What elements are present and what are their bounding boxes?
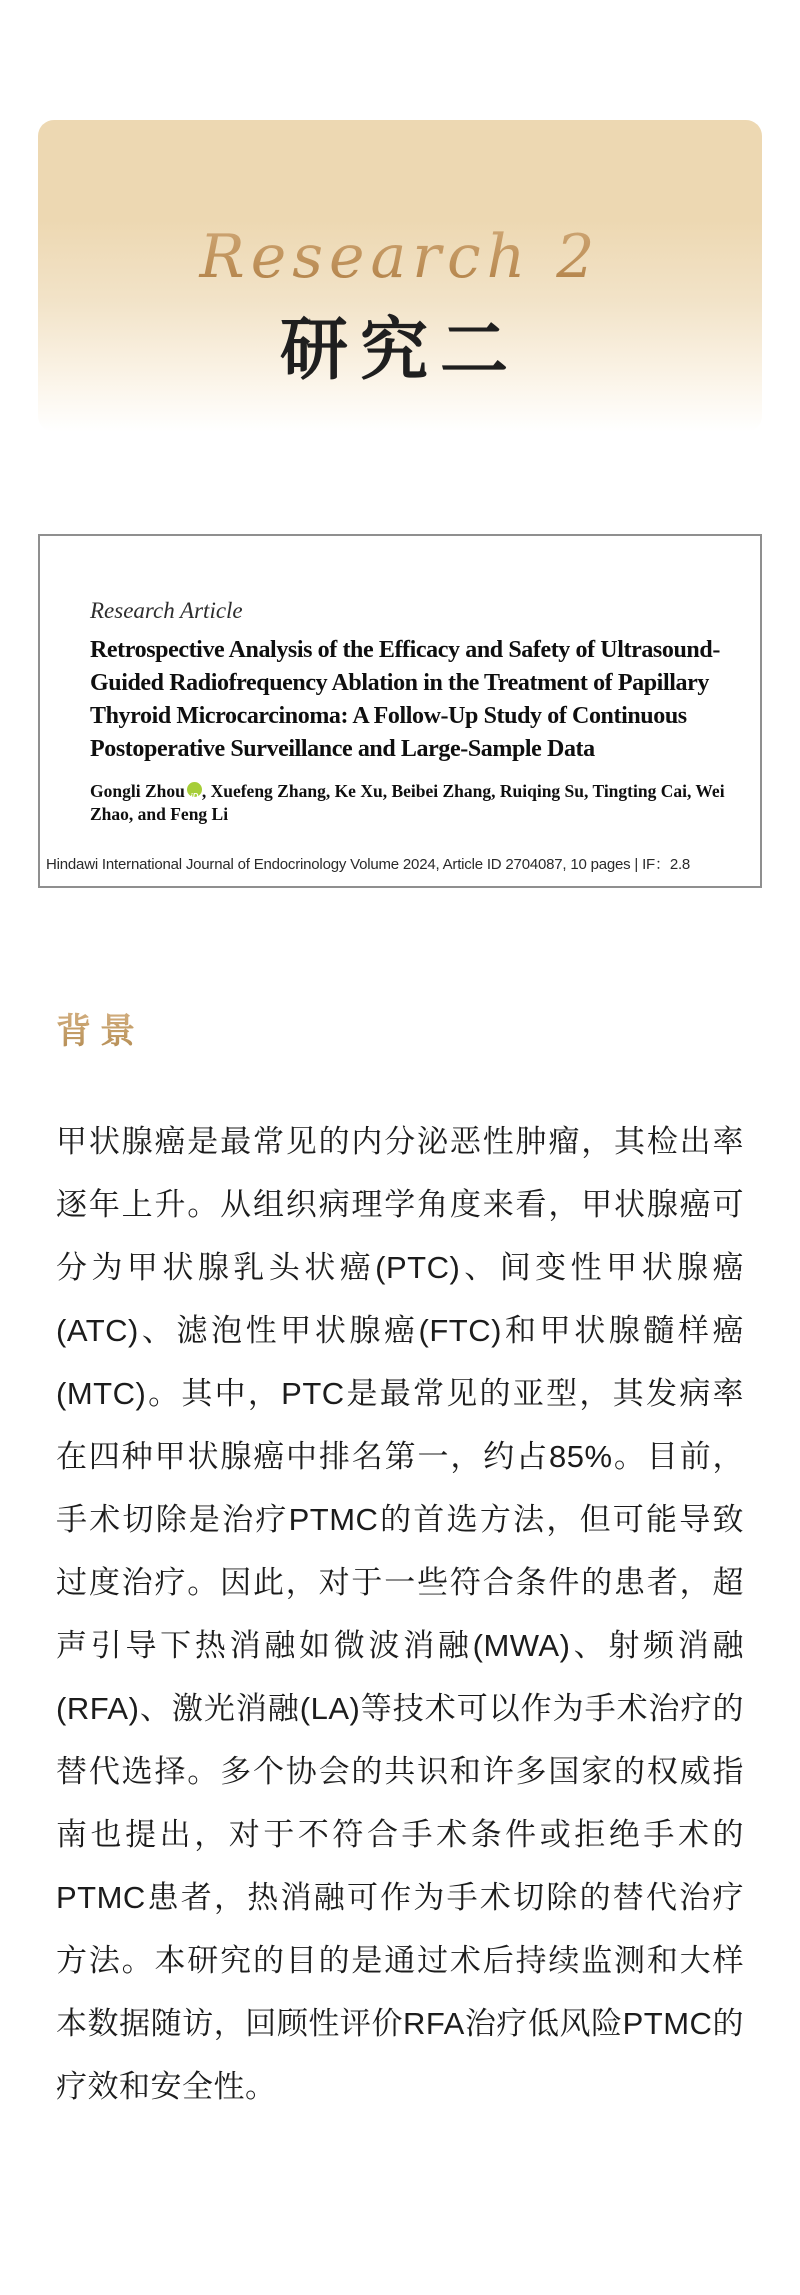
other-authors: , Xuefeng Zhang, Ke Xu, Beibei Zhang, Ruiqing Su, Tingting Cai, Wei Zhao, and Feng Li [90,781,725,824]
article-type-label: Research Article [90,598,243,623]
orcid-icon-label: iD [190,792,199,801]
background-paragraph: 甲状腺癌是最常见的内分泌恶性肿瘤，其检出率逐年上升。从组织病理学角度来看，甲状腺癌可分为甲状腺乳头状癌(PTC)、间变性甲状腺癌(ATC)、滤泡性甲状腺癌(FTC)和甲状腺髓样癌(MTC)。其中，PTC是最常见的亚型，其发病率在四种甲状腺癌中排名第一，约占85%。目前，手术切除是治疗PTMC的首选方法，但可能导致过度治疗。因此，对于一些符合条件的患者，超声引导下热消融如微波消融(MWA)、射频消融(RFA)、激光消融(LA)等技术可以作为手术治疗的替代选择。多个协会的共识和许多国家的权威指南也提出，对于不符合手术条件或拒绝手术的PTMC患者，热消融可作为手术切除的替代治疗方法。本研究的目的是通过术后持续监测和大样本数据随访，回顾性评价RFA治疗低风险PTMC的疗效和安全性。 [56,1124,744,2104]
banner-title-chinese: 研究二 [279,312,520,388]
article-authors [90,780,744,826]
banner-title-english: Research 2 [38,222,762,292]
first-author: Gongli Zhou [90,781,185,801]
article-title: Retrospective Analysis of the Efficacy and Safety of Ultrasound-Guided Radiofrequency Ablation in the Treatment of Papillary Thyroid Microcarcinoma: A Follow-Up Study of Continuous Postoperative Surveillance and Large-Sample Data [90,637,720,762]
card-content [90,598,744,826]
article-page [0,120,800,2118]
section-banner [38,120,762,432]
journal-citation: Hindawi International Journal of Endocrinology Volume 2024, Article ID 2704087, 10 pages | IF：2.8 [46,856,691,873]
section-heading-background: 背景 [56,1004,144,1054]
article-citation-card [38,534,762,888]
orcid-icon [187,782,202,801]
